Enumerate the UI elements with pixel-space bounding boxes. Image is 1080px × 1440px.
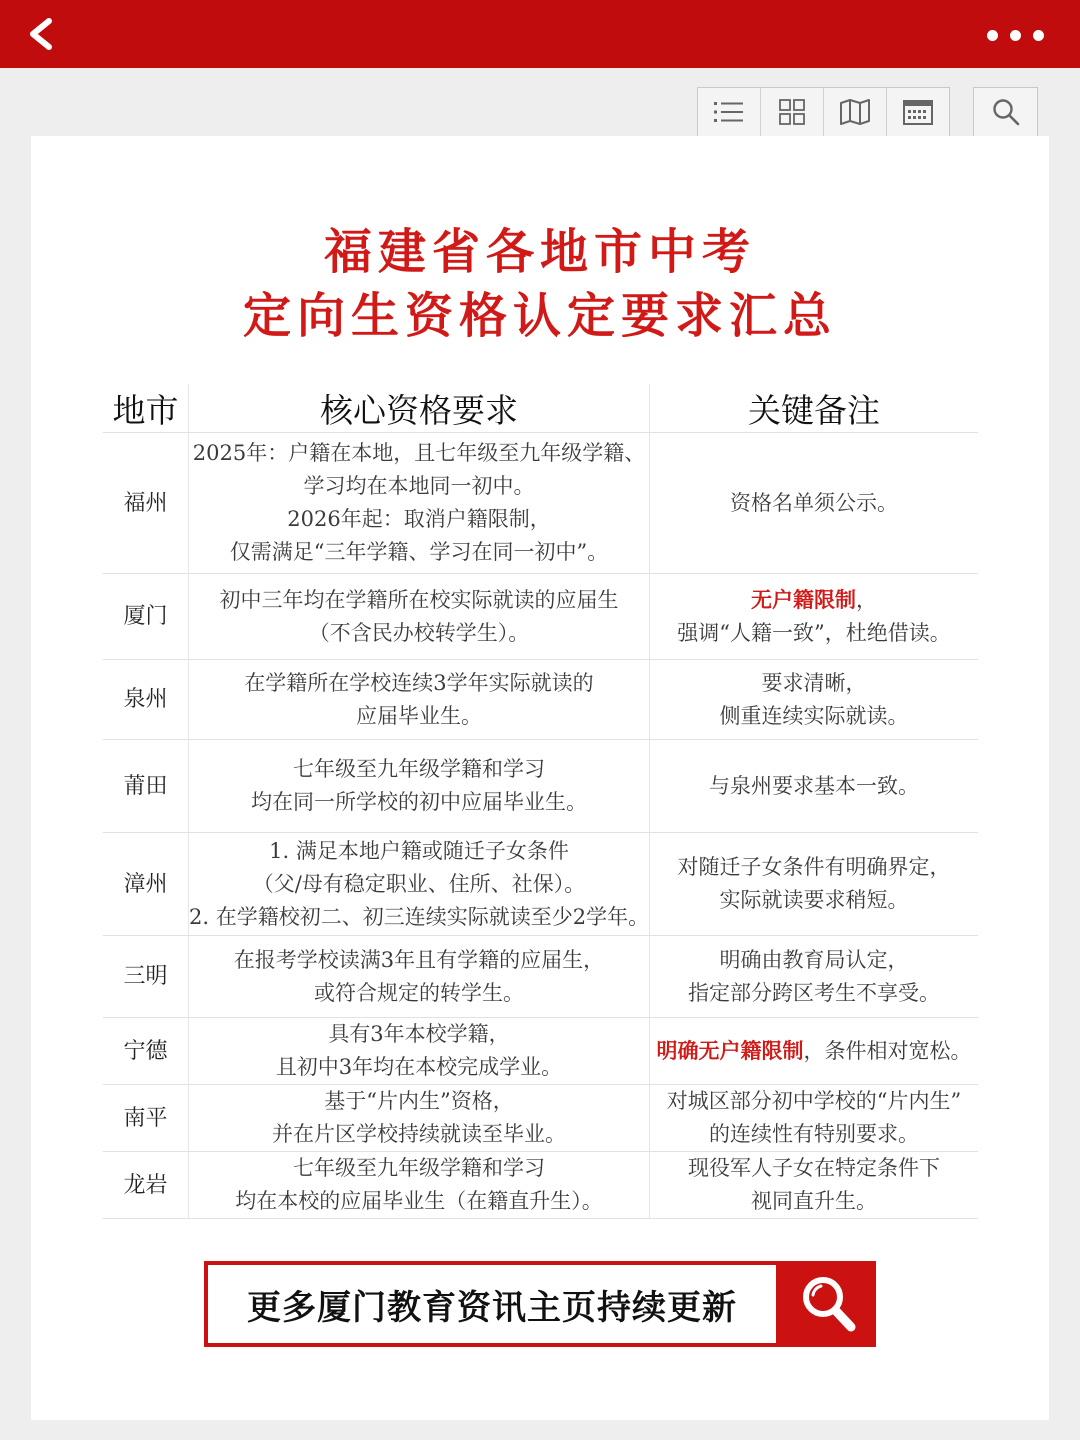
requirement-line: 或符合规定的转学生。 — [314, 980, 524, 1005]
table-row — [103, 1152, 978, 1219]
table-row — [103, 833, 978, 936]
requirement-line: 2. 在学籍校初二、初三连续实际就读至少2学年。 — [189, 904, 650, 929]
note-line: 资格名单须公示。 — [730, 490, 898, 515]
calendar-icon — [903, 99, 933, 125]
city-cell: 泉州 — [103, 660, 189, 740]
requirement-line: 均在本校的应届毕业生（在籍直升生）。 — [235, 1189, 603, 1213]
note-cell — [650, 660, 979, 740]
requirement-line: （不含民办校转学生）。 — [308, 620, 530, 645]
note-line: 视同直升生。 — [751, 1189, 877, 1213]
magnifier-icon — [799, 1273, 859, 1335]
requirement-line: 具有3年本校学籍， — [328, 1022, 510, 1046]
note-cell — [650, 574, 979, 660]
requirement-line: 1. 满足本地户籍或随迁子女条件 — [269, 838, 569, 863]
promo-banner[interactable] — [204, 1261, 876, 1347]
note-line: 对随迁子女条件有明确界定， — [677, 855, 951, 879]
table-row — [103, 1085, 978, 1152]
search-icon — [992, 98, 1020, 126]
requirement-line: 七年级至九年级学籍和学习 — [293, 1156, 545, 1180]
table-row — [103, 1018, 978, 1085]
city-cell: 南平 — [103, 1085, 189, 1152]
requirement-line: 学习均在本地同一初中。 — [303, 474, 535, 498]
note-highlight-line — [650, 583, 978, 617]
map-icon — [840, 99, 870, 125]
note-cell — [650, 1152, 979, 1219]
note-line: 强调“人籍一致”，杜绝借读。 — [677, 621, 951, 645]
header-city: 地市 — [103, 384, 189, 433]
table-row — [103, 433, 978, 574]
title-line-2: 定向生资格认定要求汇总 — [242, 288, 837, 344]
note-line: 的连续性有特别要求。 — [709, 1122, 919, 1146]
city-cell: 莆田 — [103, 740, 189, 833]
table-header-row — [103, 384, 978, 433]
list-view-button[interactable] — [698, 88, 761, 136]
requirement-line: 2026年起：取消户籍限制， — [287, 507, 551, 531]
requirement-cell — [189, 1085, 650, 1152]
requirements-table — [103, 384, 978, 1219]
list-icon — [714, 100, 744, 124]
note-line: 指定部分跨区考生不享受。 — [688, 980, 940, 1005]
requirement-line: 七年级至九年级学籍和学习 — [293, 757, 545, 781]
header-notes: 关键备注 — [650, 384, 979, 433]
note-cell — [650, 1085, 979, 1152]
requirement-line: 仅需满足“三年学籍、学习在同一初中”。 — [229, 540, 609, 564]
note-cell — [650, 833, 979, 936]
map-view-button[interactable] — [824, 88, 887, 136]
more-dot-icon — [987, 30, 998, 41]
top-app-bar — [0, 0, 1080, 68]
note-line: 对城区部分初中学校的“片内生” — [666, 1089, 962, 1113]
requirement-cell — [189, 660, 650, 740]
banner-text: 更多厦门教育资讯主页持续更新 — [208, 1265, 776, 1343]
more-options-button[interactable] — [987, 20, 1044, 50]
requirement-cell — [189, 740, 650, 833]
requirement-line: （父/母有稳定职业、住所、社保）。 — [252, 871, 586, 896]
chevron-left-icon — [25, 17, 55, 51]
table-row — [103, 936, 978, 1018]
highlight-text: 明确无户籍限制 — [656, 1038, 804, 1063]
highlight-text: 无户籍限制 — [751, 587, 856, 612]
back-button[interactable] — [20, 14, 60, 54]
note-line: 侧重连续实际就读。 — [719, 703, 909, 728]
note-line: 实际就读要求稍短。 — [719, 888, 909, 912]
requirement-cell — [189, 433, 650, 574]
banner-search-button[interactable] — [782, 1261, 876, 1347]
requirement-line: 基于“片内生”资格， — [324, 1089, 514, 1113]
requirement-cell — [189, 1152, 650, 1219]
note-highlight-line — [650, 1034, 978, 1068]
highlight-tail-text: ，条件相对宽松。 — [803, 1039, 972, 1063]
more-dot-icon — [1010, 30, 1021, 41]
page-title — [31, 220, 1049, 348]
requirement-line: 初中三年均在学籍所在校实际就读的应届生 — [219, 587, 619, 612]
requirement-line: 应届毕业生。 — [356, 703, 482, 728]
requirement-cell — [189, 936, 650, 1018]
city-cell: 龙岩 — [103, 1152, 189, 1219]
title-line-1: 福建省各地市中考 — [323, 224, 756, 280]
city-cell: 漳州 — [103, 833, 189, 936]
city-cell: 三明 — [103, 936, 189, 1018]
calendar-view-button[interactable] — [887, 88, 949, 136]
note-cell — [650, 433, 979, 574]
table-row — [103, 660, 978, 740]
city-cell: 宁德 — [103, 1018, 189, 1085]
city-cell: 厦门 — [103, 574, 189, 660]
header-requirements: 核心资格要求 — [189, 384, 650, 433]
note-line: 现役军人子女在特定条件下 — [688, 1156, 940, 1180]
requirement-cell — [189, 574, 650, 660]
search-button[interactable] — [973, 87, 1038, 137]
requirement-line: 并在片区学校持续就读至毕业。 — [272, 1122, 566, 1146]
note-cell — [650, 936, 979, 1018]
view-toolbar — [697, 87, 950, 137]
city-cell: 福州 — [103, 433, 189, 574]
note-line: 明确由教育局认定， — [719, 947, 909, 972]
note-line: 与泉州要求基本一致。 — [709, 773, 919, 798]
note-line: 要求清晰， — [761, 670, 867, 695]
note-cell — [650, 740, 979, 833]
requirement-line: 均在同一所学校的初中应届毕业生。 — [251, 790, 587, 814]
requirement-cell — [189, 1018, 650, 1085]
requirement-line: 在报考学校读满3年且有学籍的应届生， — [233, 947, 605, 972]
requirement-line: 在学籍所在学校连续3学年实际就读的 — [244, 670, 594, 695]
content-card — [31, 136, 1049, 1420]
requirement-cell — [189, 833, 650, 936]
note-cell — [650, 1018, 979, 1085]
highlight-tail-text: ， — [856, 588, 877, 612]
grid-icon — [779, 99, 805, 125]
requirement-line: 2025年：户籍在本地，且七年级至九年级学籍、 — [192, 441, 646, 465]
grid-view-button[interactable] — [761, 88, 824, 136]
table-row — [103, 740, 978, 833]
requirement-line: 且初中3年均在本校完成学业。 — [275, 1055, 563, 1079]
table-row — [103, 574, 978, 660]
more-dot-icon — [1033, 30, 1044, 41]
